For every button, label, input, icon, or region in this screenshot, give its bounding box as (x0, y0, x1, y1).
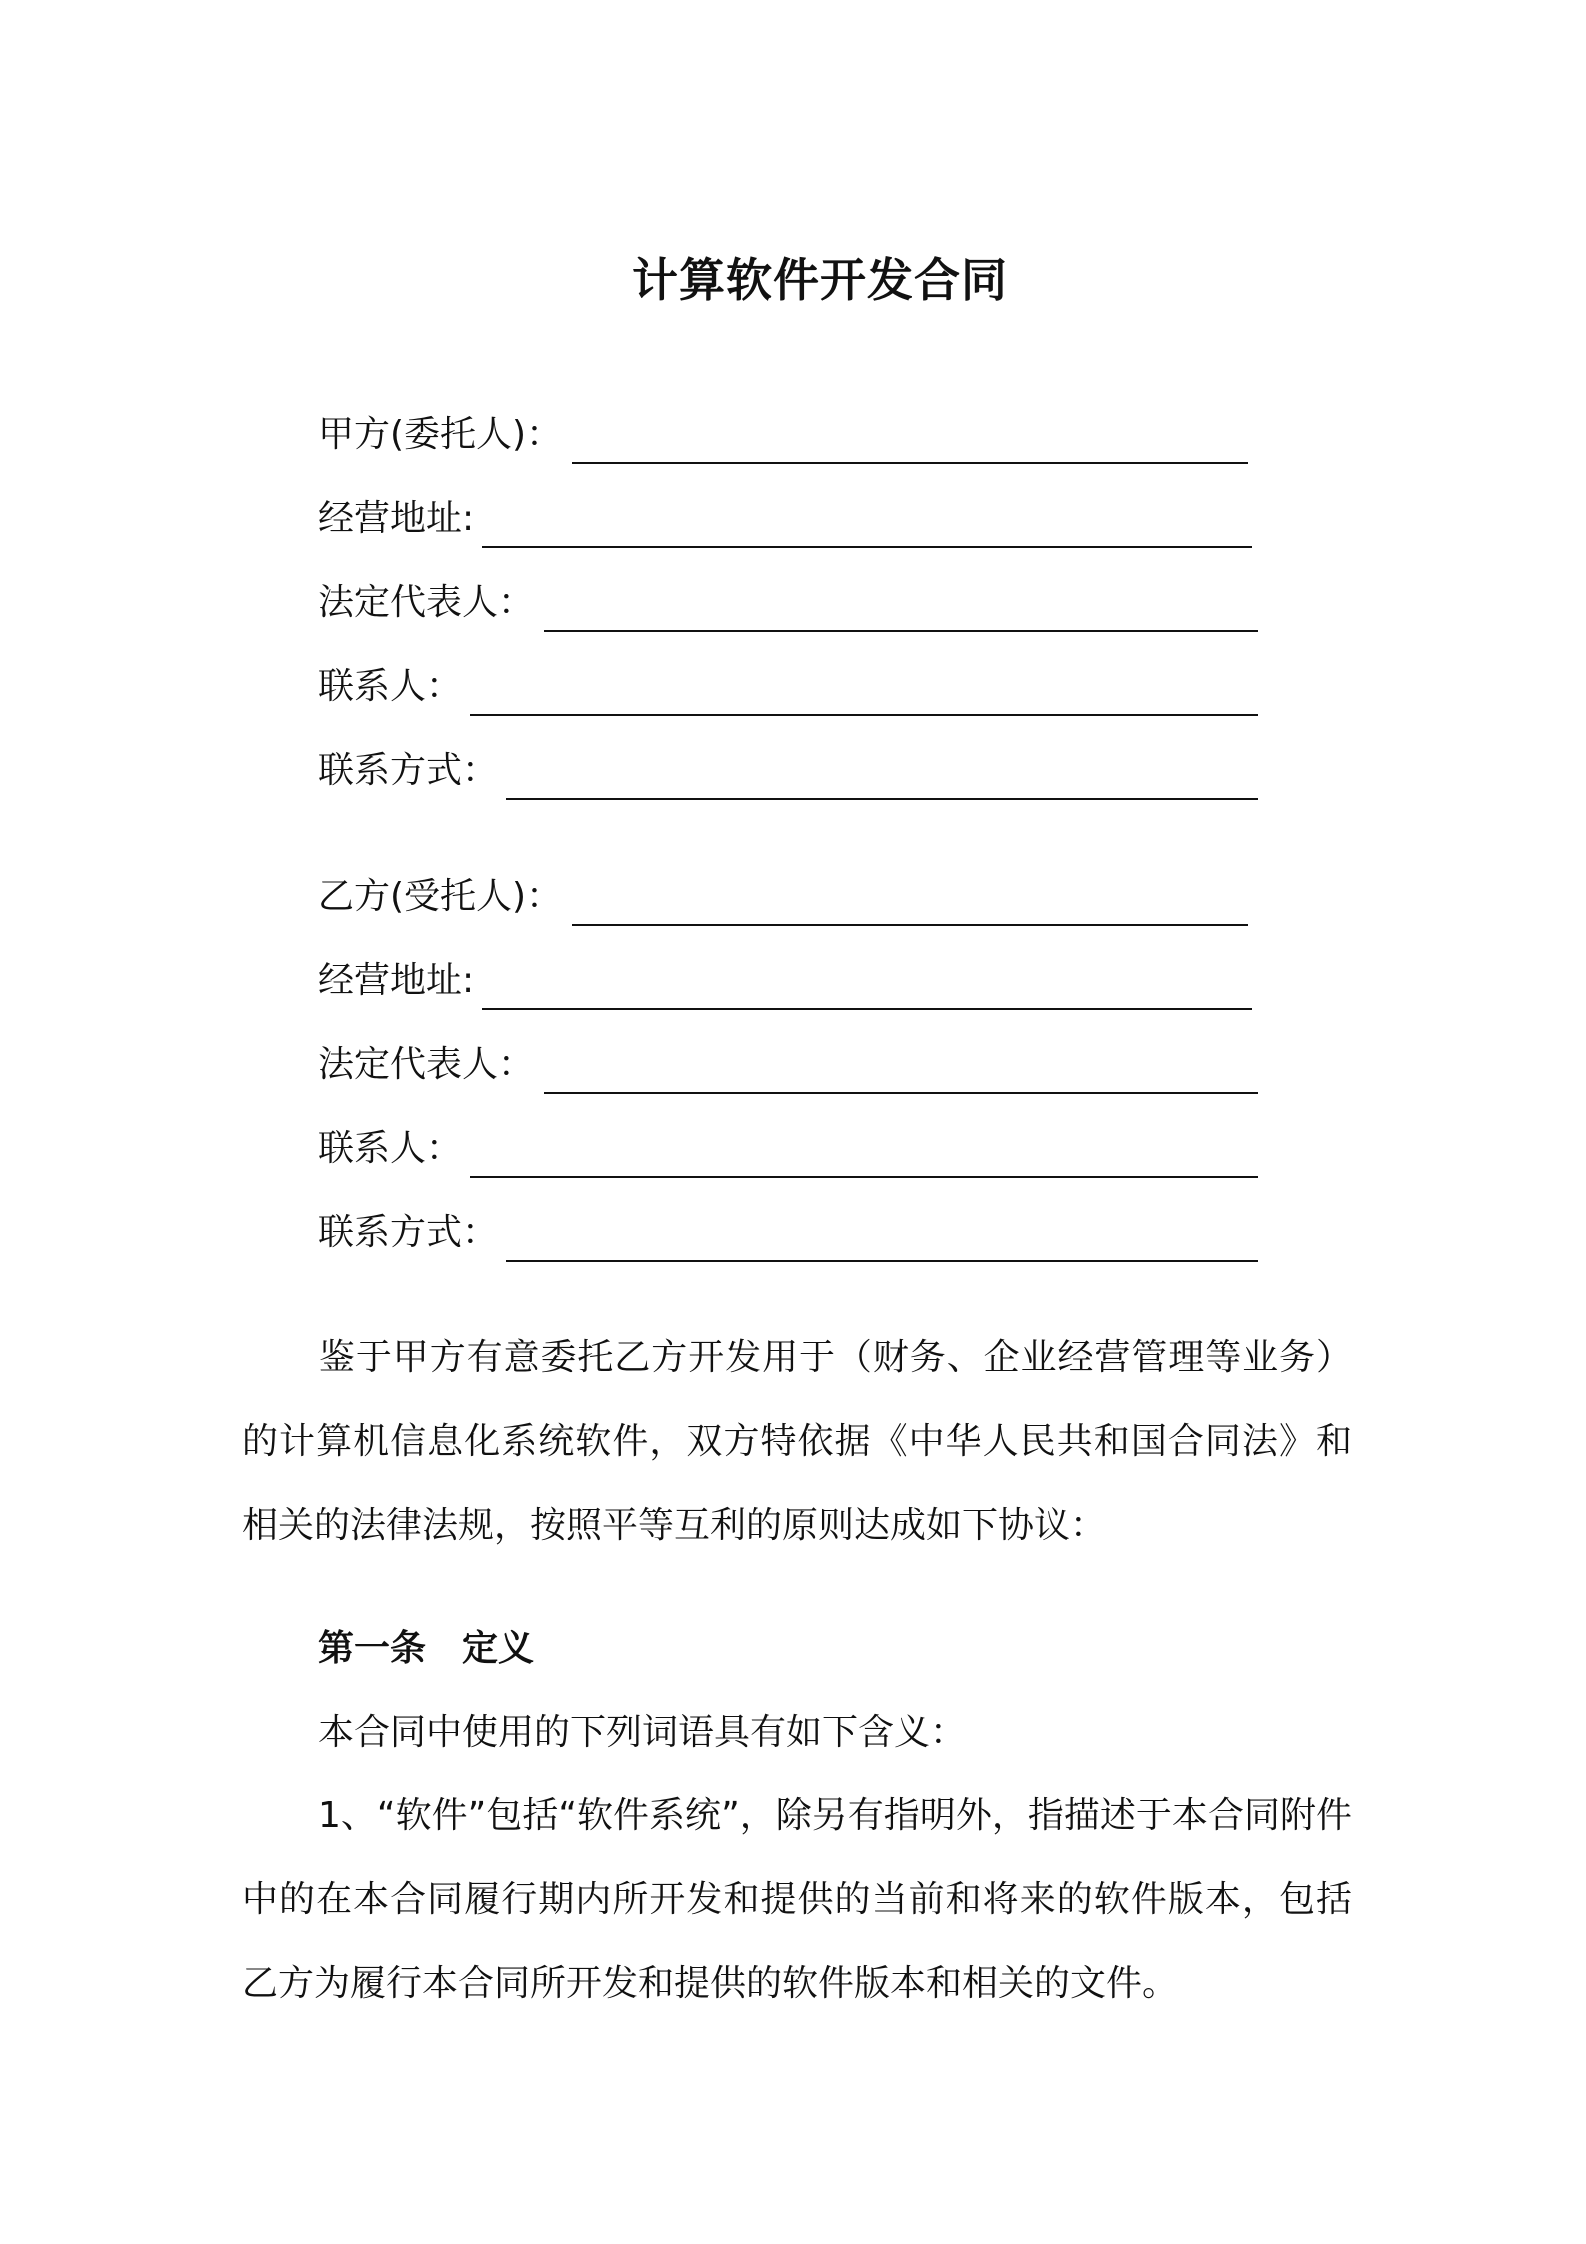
party-a-address-blank[interactable] (482, 546, 1252, 548)
article-1-heading (318, 1624, 534, 1674)
party-a-contact-info-label: 联系方式： (318, 750, 499, 791)
party-b-legal-rep-blank[interactable] (544, 1092, 1258, 1094)
party-a-contact-blank[interactable] (470, 714, 1258, 716)
party-a-legal-rep-blank[interactable] (544, 630, 1258, 632)
party-a-address-label: 经营地址: (318, 498, 475, 539)
party-b-address-blank[interactable] (482, 1008, 1252, 1010)
article-1-name: 定义 (462, 1628, 535, 1669)
party-b-contact-blank[interactable] (470, 1176, 1258, 1178)
article-1-number: 第一条 (318, 1628, 427, 1669)
party-b-legal-rep-label: 法定代表人： (318, 1044, 535, 1085)
party-a-contact-info-blank[interactable] (506, 798, 1258, 800)
preamble-text: 鉴于甲方有意委托乙方开发用于（财务、企业经营管理等业务）的计算机信息化系统软件，双方特依据《中华人民共和国合同法》和相关的法律法规，按照平等互利的原则达成如下协议： (242, 1337, 1352, 1546)
party-b-contact-info-label: 联系方式： (318, 1212, 499, 1253)
party-b-address-label: 经营地址: (318, 960, 475, 1001)
party-b-name-blank[interactable] (572, 924, 1248, 926)
party-b-heading: 乙方(受托人)： (318, 876, 563, 917)
article-1-item-1 (242, 1774, 1352, 2026)
party-a-legal-rep-label: 法定代表人： (318, 582, 535, 623)
party-a-heading: 甲方(委托人)： (318, 414, 563, 455)
article-1-intro: 本合同中使用的下列词语具有如下含义： (318, 1712, 967, 1753)
party-a-contact-label: 联系人： (318, 666, 463, 707)
party-b-contact-label: 联系人： (318, 1128, 463, 1169)
preamble-paragraph (242, 1316, 1352, 1568)
article-1-item-1-text: 1、“软件”包括“软件系统”，除另有指明外，指描述于本合同附件中的在本合同履行期内所开发和提供的当前和将来的软件版本，包括乙方为履行本合同所开发和提供的软件版本和相关的文件。 (242, 1795, 1352, 2004)
document-title: 计算软件开发合同 (632, 253, 1008, 307)
party-b-contact-info-blank[interactable] (506, 1260, 1258, 1262)
party-a-name-blank[interactable] (572, 462, 1248, 464)
